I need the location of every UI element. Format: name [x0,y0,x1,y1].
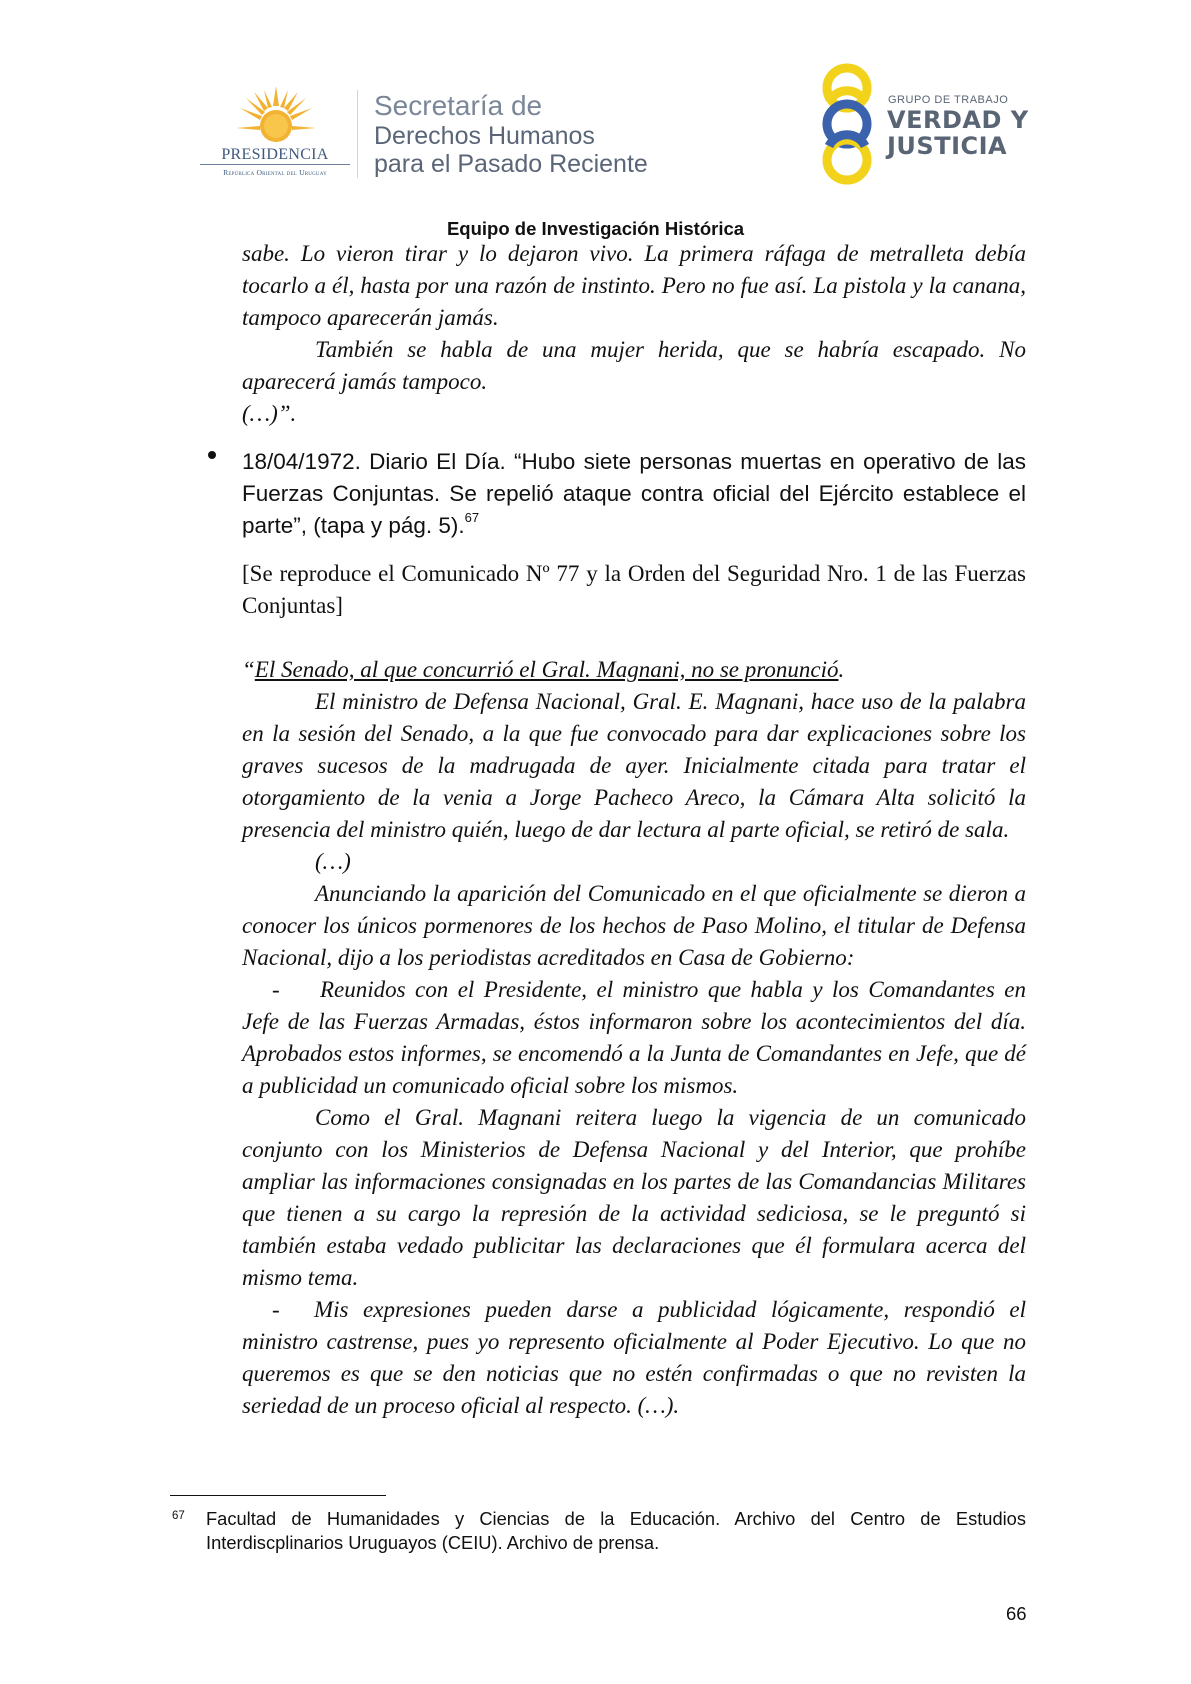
page-number: 66 [1006,1603,1027,1624]
bullet-marker [208,451,216,459]
secretaria-line-1: Secretaría de [374,90,543,121]
quote1-closing: (…)”. [242,401,297,426]
gtvj-line-1: GRUPO DE TRABAJO [888,94,1009,106]
secretaria-logo [374,92,648,177]
senate-headline-line [242,654,1026,686]
bracket-note: [Se reproduce el Comunicado Nº 77 y la Orden del Seguridad Nro. 1 de las Fuerzas Conjuntas] [242,561,1026,618]
footnote-text: Facultad de Humanidades y Ciencias de la Educación. Archivo del Centro de Estudios Interdiscplinarios Uruguayos (CEIU). Archivo de prensa. [206,1508,1026,1553]
senate-paragraph-3 [242,974,1026,1102]
senate-paragraph-3-text: Reunidos con el Presidente, el ministro que habla y los Comandantes en Jefe de las Fuerzas Armadas, éstos informaron sobre los acontecimientos del día. Aprobados estos informes, se encomendó a la Junta de Comandantes en Jefe, que dé a publicidad un comunicado oficial sobre los mismos. [242,977,1026,1098]
footnote-ref[interactable]: 67 [464,510,480,525]
senate-paragraph-5 [242,1294,1026,1422]
team-title: Equipo de Investigación Histórica [446,218,745,239]
open-quote: “ [242,657,255,682]
senate-ellipsis: (…) [315,849,351,874]
senate-paragraph-4: Como el Gral. Magnani reitera luego la vigencia de un comunicado conjunto con los Ministerios de Defensa Nacional y del Interior, que prohíbe ampliar las informaciones consignadas en los partes de las Comandancias Militares que tienen a su cargo la represión de la actividad sediciosa, se le preguntó si también estaba vedado publicitar las declaraciones que él formulara acerca del mismo tema. [242,1105,1026,1290]
senate-headline: El Senado, al que concurrió el Gral. Magnani, no se pronunció [254,657,839,682]
footnote-number: 67 [172,1510,185,1522]
gtvj-line-3: JUSTICIA [887,132,1008,160]
interlocking-rings-icon [812,62,882,186]
bullet-text: 18/04/1972. Diario El Día. “Hubo siete personas muertas en operativo de las Fuerzas Conjuntas. Se repelió ataque contra oficial del Ejército establece el parte”, (tapa y pág. 5). [242,449,1026,538]
headline-period: . [838,657,845,682]
gtvj-line-2: VERDAD Y [887,106,1029,134]
senate-paragraph-1: El ministro de Defensa Nacional, Gral. E. Magnani, hace uso de la palabra en la sesión del Senado, a la que fue convocado para dar explicaciones sobre los graves sucesos de la madrugada de ayer. Inicialmente citada para tratar el otorgamiento de la venia a Jorge Pacheco Areco, la Cámara Alta solicitó la presencia del ministro quién, luego de dar lectura al parte oficial, se retiró de sala. [242,689,1026,842]
dash-marker: - [272,1297,280,1322]
footnote-rule [170,1495,386,1496]
senate-paragraph-2: Anunciando la aparición del Comunicado en el que oficialmente se dieron a conocer los únicos pormenores de los hechos de Paso Molino, el titular de Defensa Nacional, dijo a los periodistas acreditados en Casa de Gobierno: [242,881,1026,970]
quote1-paragraph-1: sabe. Lo vieron tirar y lo dejaron vivo. La primera ráfaga de metralleta debía tocarlo a él, hasta por una razón de instinto. Pero no fue así. La pistola y la canana, tampoco aparecerán jamás. [242,241,1026,330]
dash-marker: - [272,977,280,1002]
presidencia-logo [196,84,354,184]
senate-paragraph-5-text: Mis expresiones pueden darse a publicidad lógicamente, respondió el ministro castrense, pues yo represento oficialmente al Poder Ejecutivo. Lo que no queremos es que se den noticias que no estén confirmadas o que no revisten la seriedad de un proceso oficial al respecto. (…). [242,1297,1026,1418]
presidencia-rule [200,164,350,165]
secretaria-line-2: Derechos Humanos [374,122,595,150]
secretaria-line-3: para el Pasado Reciente [374,150,648,178]
quote1-paragraph-2: También se habla de una mujer herida, que se habría escapado. No aparecerá jamás tampoco. [242,337,1026,394]
quote-continuation [242,238,1026,430]
presidencia-subtitle: República Oriental del Uruguay [223,168,327,177]
gtvj-logo [812,62,1032,190]
header-divider [357,90,358,178]
presidencia-name: PRESIDENCIA [221,146,329,163]
bullet-item [242,446,1026,542]
senate-quote [242,654,1026,1422]
sun-emblem-icon [234,84,318,144]
